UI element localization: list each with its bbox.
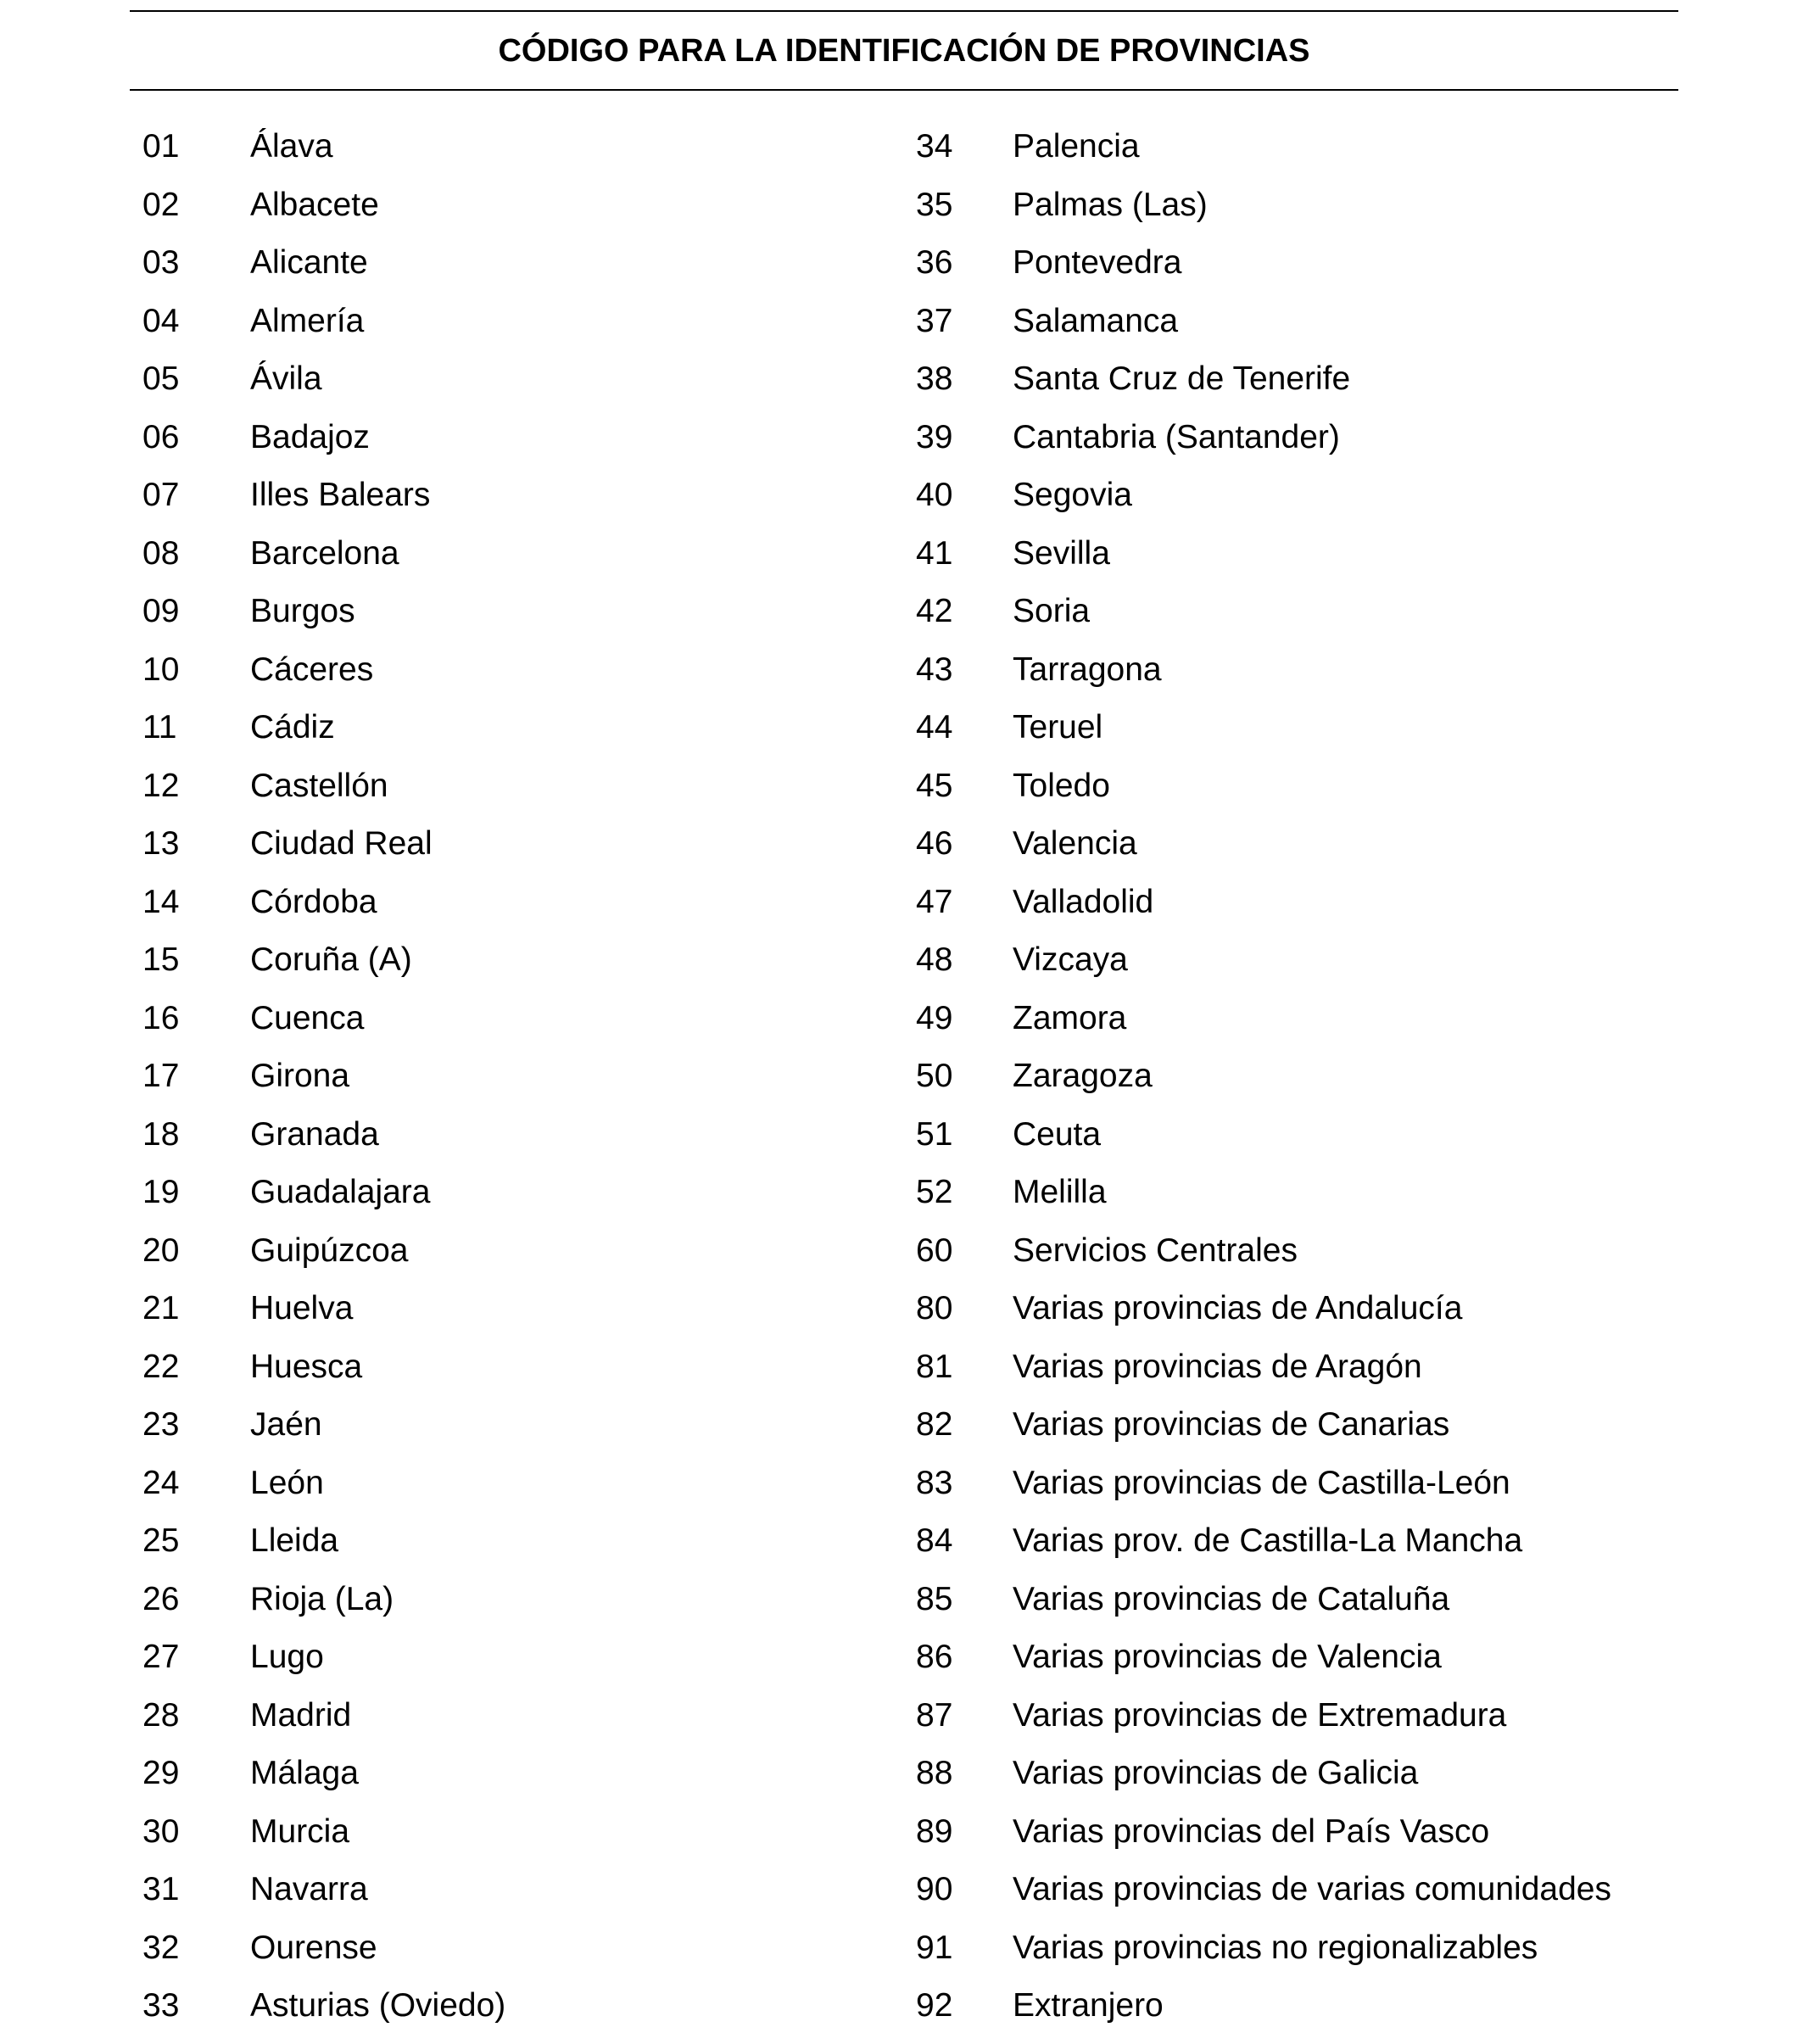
province-name: Barcelona — [250, 534, 399, 572]
province-row — [142, 1628, 906, 1687]
province-name: Badajoz — [250, 418, 370, 455]
province-code: 14 — [142, 883, 180, 920]
province-name: Extranjero — [1013, 1987, 1164, 2024]
province-row — [916, 1977, 1764, 2036]
province-row — [142, 990, 906, 1048]
province-code: 23 — [142, 1406, 180, 1444]
province-name: Guadalajara — [250, 1174, 431, 1211]
province-name: Varias prov. de Castilla-La Mancha — [1013, 1522, 1523, 1560]
province-row — [916, 409, 1764, 467]
province-name: Rioja (La) — [250, 1580, 394, 1617]
province-code: 18 — [142, 1115, 180, 1153]
province-row — [142, 757, 906, 816]
top-rule — [130, 10, 1678, 12]
province-name: Varias provincias de Valencia — [1013, 1639, 1442, 1676]
province-row — [916, 234, 1764, 293]
province-row — [916, 176, 1764, 235]
province-row — [916, 1745, 1764, 1803]
province-row — [916, 525, 1764, 584]
province-code: 15 — [142, 941, 180, 979]
province-row — [916, 1919, 1764, 1978]
province-code: 26 — [142, 1580, 180, 1617]
province-code: 06 — [142, 418, 180, 455]
province-name: Lleida — [250, 1522, 339, 1560]
province-code: 51 — [916, 1115, 953, 1153]
province-name: Ávila — [250, 360, 322, 398]
province-code: 38 — [916, 360, 953, 398]
province-name: Varias provincias de Galicia — [1013, 1755, 1419, 1792]
province-row — [142, 1047, 906, 1106]
province-row — [916, 641, 1764, 700]
province-name: Cáceres — [250, 651, 374, 688]
province-code: 45 — [916, 767, 953, 804]
province-code: 84 — [916, 1522, 953, 1560]
province-name: Ceuta — [1013, 1115, 1102, 1153]
province-name: Melilla — [1013, 1174, 1107, 1211]
province-row — [916, 1861, 1764, 1919]
province-code: 50 — [916, 1058, 953, 1095]
province-row — [142, 641, 906, 700]
province-row — [142, 1106, 906, 1164]
province-row — [142, 409, 906, 467]
province-row — [142, 1164, 906, 1222]
province-name: Segovia — [1013, 477, 1132, 514]
province-name: León — [250, 1464, 324, 1501]
province-name: Illes Balears — [250, 477, 431, 514]
province-code: 25 — [142, 1522, 180, 1560]
province-code: 41 — [916, 534, 953, 572]
province-code: 17 — [142, 1058, 180, 1095]
province-name: Vizcaya — [1013, 941, 1128, 979]
province-row — [142, 1803, 906, 1862]
province-code: 43 — [916, 651, 953, 688]
province-row — [142, 1919, 906, 1978]
province-code: 80 — [916, 1290, 953, 1327]
province-code: 19 — [142, 1174, 180, 1211]
document-title: CÓDIGO PARA LA IDENTIFICACIÓN DE PROVINCIAS — [498, 33, 1310, 69]
province-row — [916, 1280, 1764, 1338]
province-code: 31 — [142, 1871, 180, 1908]
province-name: Navarra — [250, 1871, 368, 1908]
province-row — [142, 1280, 906, 1338]
province-row — [142, 466, 906, 525]
province-code: 90 — [916, 1871, 953, 1908]
province-name: Madrid — [250, 1696, 352, 1734]
province-code: 10 — [142, 651, 180, 688]
province-code: 34 — [916, 128, 953, 165]
province-code: 36 — [916, 244, 953, 282]
province-code: 27 — [142, 1639, 180, 1676]
province-code: 44 — [916, 709, 953, 746]
province-code: 21 — [142, 1290, 180, 1327]
province-row — [916, 931, 1764, 990]
province-row — [142, 350, 906, 409]
province-name: Pontevedra — [1013, 244, 1182, 282]
province-name: Coruña (A) — [250, 941, 412, 979]
province-code: 92 — [916, 1987, 953, 2024]
province-code: 46 — [916, 825, 953, 863]
province-code: 29 — [142, 1755, 180, 1792]
province-name: Teruel — [1013, 709, 1103, 746]
province-row — [916, 1512, 1764, 1571]
province-row — [916, 757, 1764, 816]
province-code: 39 — [916, 418, 953, 455]
province-name: Zaragoza — [1013, 1058, 1153, 1095]
province-name: Córdoba — [250, 883, 377, 920]
province-name: Cádiz — [250, 709, 335, 746]
province-name: Murcia — [250, 1812, 350, 1850]
province-name: Ciudad Real — [250, 825, 433, 863]
province-row — [916, 815, 1764, 874]
province-row — [916, 466, 1764, 525]
province-code: 87 — [916, 1696, 953, 1734]
province-row — [142, 931, 906, 990]
province-row — [142, 1222, 906, 1281]
province-code: 40 — [916, 477, 953, 514]
province-row — [142, 1455, 906, 1513]
province-name: Asturias (Oviedo) — [250, 1987, 506, 2024]
province-row — [916, 583, 1764, 641]
province-code: 24 — [142, 1464, 180, 1501]
province-row — [142, 1512, 906, 1571]
province-name: Granada — [250, 1115, 379, 1153]
province-name: Salamanca — [1013, 302, 1179, 339]
province-code: 32 — [142, 1929, 180, 1966]
province-name: Huesca — [250, 1348, 363, 1385]
province-name: Ourense — [250, 1929, 377, 1966]
province-code: 20 — [142, 1231, 180, 1269]
province-name: Varias provincias de Extremadura — [1013, 1696, 1507, 1734]
province-code: 28 — [142, 1696, 180, 1734]
province-row — [142, 583, 906, 641]
province-code: 47 — [916, 883, 953, 920]
province-name: Castellón — [250, 767, 388, 804]
province-code: 16 — [142, 999, 180, 1036]
province-row — [916, 1338, 1764, 1397]
province-name: Palmas (Las) — [1013, 186, 1208, 223]
province-name: Guipúzcoa — [250, 1231, 409, 1269]
province-list-left — [142, 118, 906, 2036]
province-row — [916, 350, 1764, 409]
province-name: Zamora — [1013, 999, 1127, 1036]
province-row — [916, 1106, 1764, 1164]
province-row — [916, 1047, 1764, 1106]
province-row — [142, 1861, 906, 1919]
province-name: Almería — [250, 302, 365, 339]
province-row — [142, 293, 906, 351]
province-code: 05 — [142, 360, 180, 398]
province-name: Alicante — [250, 244, 368, 282]
province-row — [142, 525, 906, 584]
province-code: 37 — [916, 302, 953, 339]
province-name: Servicios Centrales — [1013, 1231, 1298, 1269]
province-code: 07 — [142, 477, 180, 514]
province-name: Málaga — [250, 1755, 359, 1792]
province-row — [916, 1164, 1764, 1222]
province-code: 88 — [916, 1755, 953, 1792]
province-name: Sevilla — [1013, 534, 1110, 572]
province-name: Girona — [250, 1058, 350, 1095]
province-row — [916, 1222, 1764, 1281]
province-code: 35 — [916, 186, 953, 223]
province-name: Varias provincias de Castilla-León — [1013, 1464, 1510, 1501]
province-code: 12 — [142, 767, 180, 804]
province-row — [142, 1977, 906, 2036]
province-code: 48 — [916, 941, 953, 979]
province-code: 82 — [916, 1406, 953, 1444]
province-row — [142, 1571, 906, 1629]
province-name: Lugo — [250, 1639, 324, 1676]
province-name: Varias provincias no regionalizables — [1013, 1929, 1538, 1966]
province-row — [142, 176, 906, 235]
province-name: Toledo — [1013, 767, 1110, 804]
province-row — [142, 1396, 906, 1455]
province-name: Santa Cruz de Tenerife — [1013, 360, 1351, 398]
province-code: 02 — [142, 186, 180, 223]
province-row — [916, 1803, 1764, 1862]
province-name: Albacete — [250, 186, 379, 223]
province-name: Soria — [1013, 593, 1091, 630]
province-name: Varias provincias de Cataluña — [1013, 1580, 1450, 1617]
province-row — [142, 1338, 906, 1397]
province-code: 86 — [916, 1639, 953, 1676]
province-name: Burgos — [250, 593, 355, 630]
province-row — [916, 118, 1764, 176]
province-row — [916, 990, 1764, 1048]
province-row — [916, 1455, 1764, 1513]
province-code: 42 — [916, 593, 953, 630]
province-list-right — [916, 118, 1764, 2036]
province-row — [142, 1745, 906, 1803]
province-code: 49 — [916, 999, 953, 1036]
province-name: Palencia — [1013, 128, 1140, 165]
province-row — [142, 874, 906, 932]
province-code: 91 — [916, 1929, 953, 1966]
province-code: 08 — [142, 534, 180, 572]
province-code: 85 — [916, 1580, 953, 1617]
province-row — [916, 1687, 1764, 1745]
province-name: Varias provincias de varias comunidades — [1013, 1871, 1611, 1908]
province-code: 03 — [142, 244, 180, 282]
province-code: 04 — [142, 302, 180, 339]
province-name: Varias provincias de Andalucía — [1013, 1290, 1463, 1327]
title-underline-rule — [130, 89, 1678, 91]
province-name: Cuenca — [250, 999, 365, 1036]
province-code: 60 — [916, 1231, 953, 1269]
province-code: 52 — [916, 1174, 953, 1211]
province-code: 30 — [142, 1812, 180, 1850]
province-code: 09 — [142, 593, 180, 630]
province-code: 11 — [142, 709, 177, 746]
province-code: 33 — [142, 1987, 180, 2024]
province-row — [142, 699, 906, 757]
province-row — [916, 1571, 1764, 1629]
province-row — [916, 293, 1764, 351]
province-name: Tarragona — [1013, 651, 1162, 688]
province-code: 13 — [142, 825, 180, 863]
province-name: Varias provincias de Aragón — [1013, 1348, 1422, 1385]
province-name: Álava — [250, 128, 333, 165]
province-code: 01 — [142, 128, 180, 165]
province-name: Valladolid — [1013, 883, 1154, 920]
province-row — [916, 1396, 1764, 1455]
province-code: 89 — [916, 1812, 953, 1850]
province-row — [142, 118, 906, 176]
province-name: Huelva — [250, 1290, 354, 1327]
province-row — [142, 1687, 906, 1745]
province-code: 83 — [916, 1464, 953, 1501]
province-name: Jaén — [250, 1406, 322, 1444]
province-name: Varias provincias del País Vasco — [1013, 1812, 1490, 1850]
province-code: 22 — [142, 1348, 180, 1385]
province-row — [916, 874, 1764, 932]
province-row — [142, 815, 906, 874]
province-row — [916, 699, 1764, 757]
province-code: 81 — [916, 1348, 953, 1385]
province-name: Cantabria (Santander) — [1013, 418, 1340, 455]
province-row — [916, 1628, 1764, 1687]
province-name: Varias provincias de Canarias — [1013, 1406, 1450, 1444]
province-name: Valencia — [1013, 825, 1137, 863]
province-row — [142, 234, 906, 293]
